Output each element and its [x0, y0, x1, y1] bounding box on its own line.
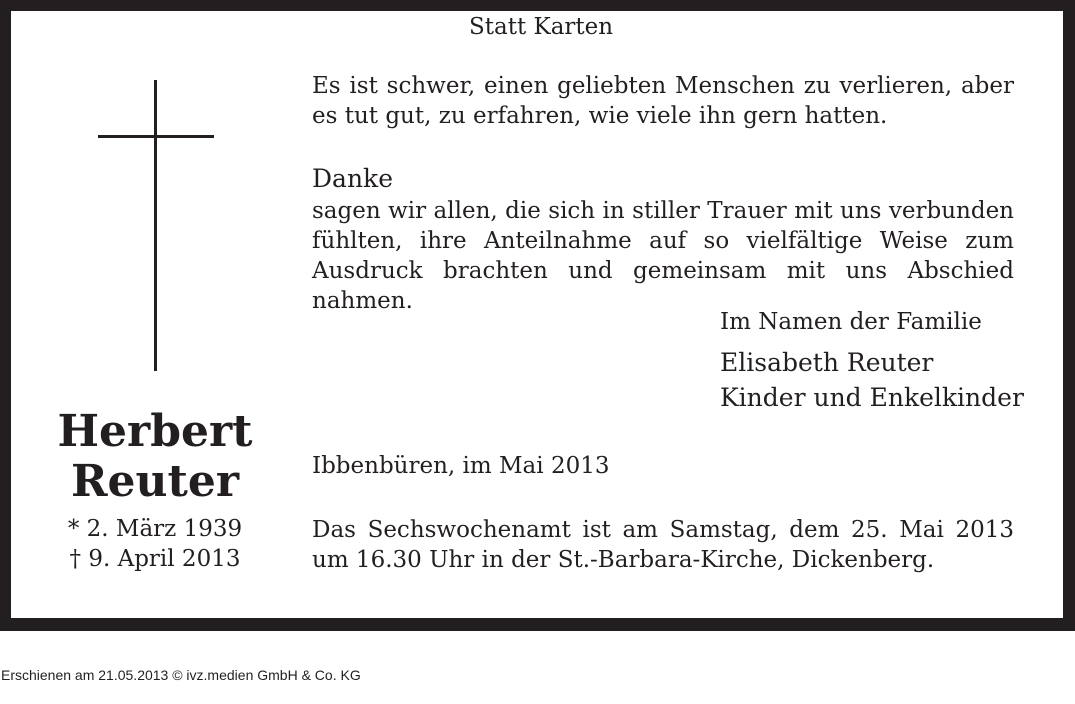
death-date: † 9. April 2013 — [69, 546, 241, 572]
deceased-name — [40, 407, 270, 507]
family-signature-line-1: Elisabeth Reuter — [720, 348, 934, 377]
thanks-heading: Danke — [312, 164, 393, 193]
thanks-paragraph: sagen wir allen, die sich in stiller Trauer mit uns verbunden fühlten, ihre Anteilnahme auf so vielfältige Weise zum Ausdruck brachten und gemeinsam mit uns Abschied nahmen. — [312, 198, 1014, 314]
intro-paragraph: Es ist schwer, einen geliebten Menschen zu verlieren, aber es tut gut, zu erfahren, wie viele ihn gern hatten. — [312, 73, 1014, 129]
service-paragraph: Das Sechswochenamt ist am Samstag, dem 25. Mai 2013 um 16.30 Uhr in der St.-Barbara-Kirche, Dickenberg. — [312, 517, 1014, 573]
notice-header: Statt Karten — [469, 14, 614, 40]
publication-footer: Erschienen am 21.05.2013 © ivz.medien GmbH & Co. KG — [1, 667, 361, 683]
deceased-last-name: Reuter — [70, 456, 240, 507]
place-date: Ibbenbüren, im Mai 2013 — [312, 453, 610, 479]
birth-date: * 2. März 1939 — [67, 516, 243, 542]
deceased-first-name: Herbert — [57, 406, 253, 457]
cross-vertical-bar — [154, 80, 157, 371]
family-signature-line-2: Kinder und Enkelkinder — [720, 383, 1024, 412]
family-intro: Im Namen der Familie — [720, 309, 982, 335]
life-dates — [40, 514, 270, 574]
cross-horizontal-bar — [98, 135, 214, 138]
